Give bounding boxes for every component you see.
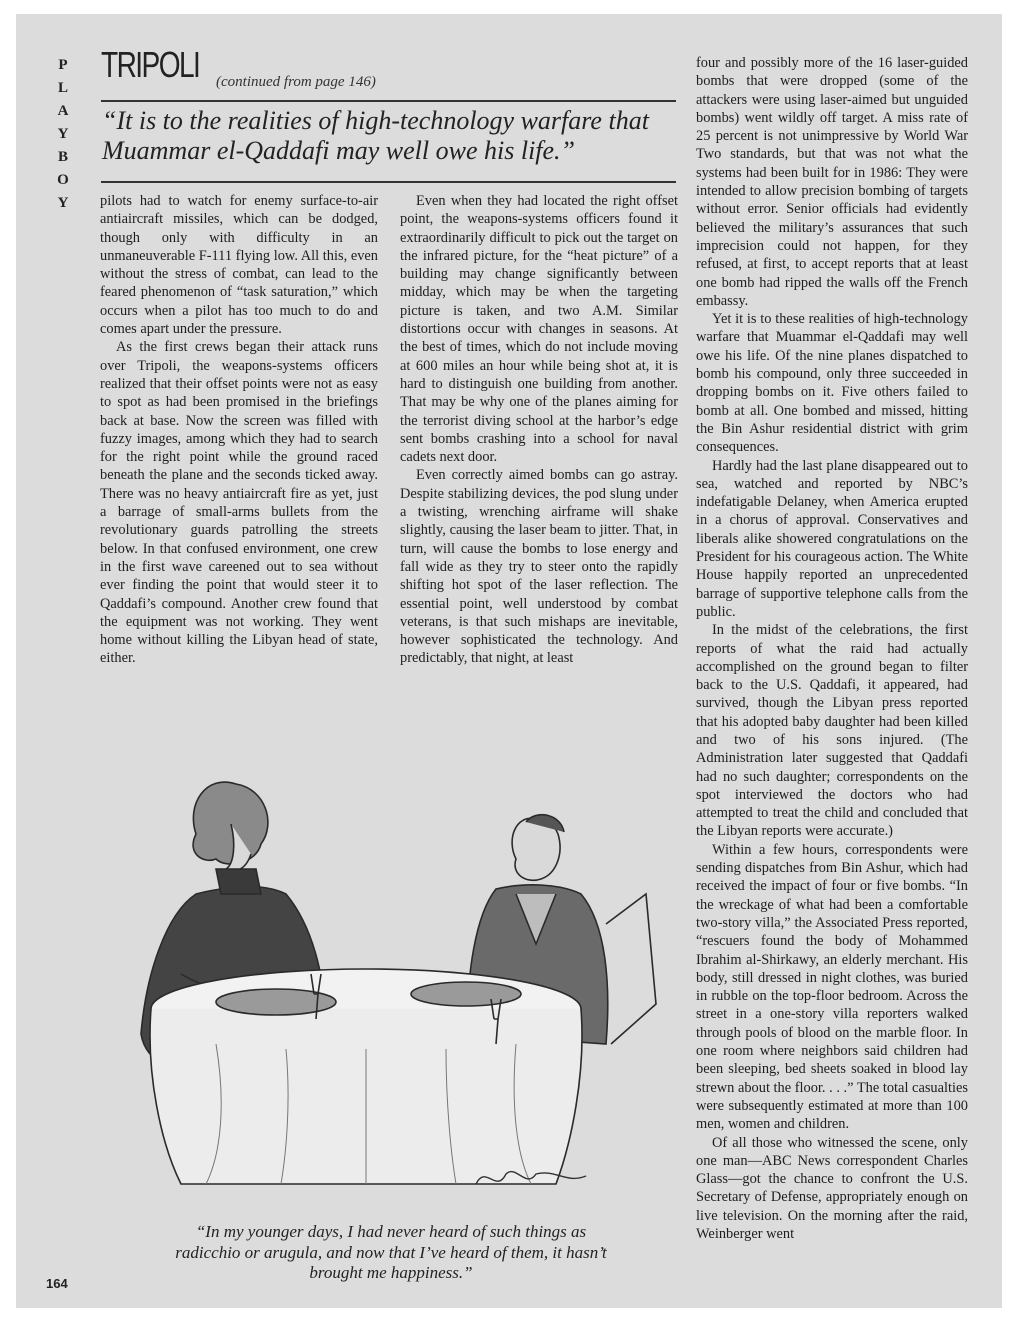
text-column-1 — [100, 192, 378, 668]
paragraph: Hardly had the last plane disappeared out to sea, watched and reported by NBC’s indefatigable Delaney, when America erupted in a chorus of approval. Conservatives and liberals alike showered congratulations on the President for his courageous action. The White House happily reported an unprecedented barrage of supportive telephone calls from the public. — [696, 457, 968, 620]
text-column-3 — [696, 54, 968, 1243]
pull-quote: “It is to the realities of high-technology warfare that Muammar el-Qaddafi may well owe his life.” — [102, 106, 649, 165]
paragraph: Of all those who witnessed the scene, only one man—ABC News correspondent Charles Glass—got the chance to confront the U.S. Secretary of Defense, appropriately enough on live television. On the morning after the raid, Weinberger went — [696, 1134, 968, 1242]
brand-letter: B — [57, 149, 68, 165]
paragraph: In the midst of the celebrations, the first reports of what the raid had actually accomplished on the ground began to filter back to the U.S. Qaddafi, it appeared, had survived, though the Libyan press reported that his adopted baby daughter had been killed and two of his sons injured. (The Administration later suggested that Qaddafi had no such daughter; correspondents on the spot interviewed the doctors who had attempted to treat the child and concluded that the Libyan reports were accurate.) — [696, 622, 968, 840]
cartoon-caption: “In my younger days, I had never heard of such things as radicchio or arugula, and now that I’ve heard of them, it hasn’t brought me happiness.” — [175, 1222, 607, 1282]
brand-letter: O — [57, 172, 69, 188]
text-column-2 — [400, 192, 678, 668]
paragraph: Even when they had located the right offset point, the weapons-systems officers found it extraordinarily difficult to pick out the target on the infrared picture, for the “heat picture” of a building may change significantly between midday, which may be when the targeting picture is taken, and two A.M. Similar distortions occur with changes in seasons. At the best of times, which do not include moving at 600 miles an hour while being shot at, it is hard to distinguish one building from another. That may be why one of the planes aiming for the terrorist diving school at the harbor’s edge sent bombs crashing into a school for naval cadets next door. — [400, 193, 678, 466]
divider — [101, 181, 676, 183]
brand-letter: L — [57, 80, 68, 96]
playboy-vertical-brand — [52, 54, 74, 215]
article-title: TRIPOLI — [101, 44, 200, 85]
page-number: 164 — [46, 1276, 68, 1291]
paragraph: Yet it is to these realities of high-technology warfare that Muammar el-Qaddafi may well owe his life. Of the nine planes dispatched to bomb his compound, only three succeeded in dropping bombs on it. Five others failed to bomb at all. One bombed and missed, hitting the Bin Ashur residential district with grim consequences. — [696, 311, 968, 456]
paragraph: pilots had to watch for enemy surface-to-air antiaircraft missiles, which can be dodged, though only with difficulty in an unmaneuverable F-111 flying low. All this, even without the stress of combat, can lead to the feared phenomenon of “task saturation,” which occurs when a pilot has too much to do and comes apart under the pressure. — [100, 193, 378, 338]
paragraph: As the first crews began their attack runs over Tripoli, the weapons-systems officers realized that their offset points were not as easy to spot as had been promised in the briefings back at base. Now the screen was filled with fuzzy images, among which they had to search for the right point while the ground raced beneath the plane and the seconds ticked away. There was no heavy antiaircraft fire as yet, just a barrage of small-arms bullets from the revolutionary guards patrolling the streets below. In that confused environment, one crew in the first wave careened out to sea without ever finding the point that would steer it to Qaddafi’s compound. Another crew found that the equipment was not working. They went home without killing the Libyan head of state, either. — [100, 339, 378, 667]
paragraph: Even correctly aimed bombs can go astray. Despite stabilizing devices, the pod slung under a twisting, wrenching airframe will shake slightly, causing the laser beam to jitter. That, in turn, will cause the bombs to lose energy and fall wide as they try to steer onto the rapidly shifting hot spot of the laser reflection. The essential point, well understood by combat veterans, is that such mishaps are inevitable, however sophisticated the technology. And predictably, that night, at least — [400, 467, 678, 667]
magazine-page — [16, 14, 1002, 1308]
paragraph: Within a few hours, correspondents were sending dispatches from Bin Ashur, which had received the impact of four or five bombs. “In the wreckage of what had been a comfortable two-story villa,” the Associated Press reported, “rescuers found the body of Mohammed Ibrahim al-Shirkawy, an elderly merchant. His body, still dressed in night clothes, was buried in rubble on the top-floor bedroom. Across the street in a one-story villa reporters walked through pools of blood on the marble floor. In one room where neighbors said children had been sleeping, bed sheets soaked in blood lay strewn about the floor. . . .” The total casualties were subsequently estimated at more than 100 men, women and children. — [696, 841, 968, 1133]
dining-table — [150, 969, 582, 1184]
brand-letter: A — [57, 103, 69, 119]
divider — [101, 100, 676, 102]
cartoon-illustration — [86, 744, 671, 1214]
brand-letter: Y — [57, 126, 69, 142]
brand-letter: P — [58, 57, 68, 73]
paragraph: four and possibly more of the 16 laser-guided bombs that were dropped (some of the attackers were using laser-aimed but unguided bombs) went wildly off target. A miss rate of 25 percent is not unimpressive by World War Two standards, but that was not what the systems had been built for in 1986: They were intended to allow precision bombing of targets without error. Senior officials had evidently believed the military’s assurances that such imprecision could not happen, for they refused, at first, to accept reports that at least one bomb had ripped the walls off the French embassy. — [696, 55, 968, 309]
brand-letter: Y — [57, 195, 69, 211]
continued-note: (continued from page 146) — [216, 74, 376, 90]
